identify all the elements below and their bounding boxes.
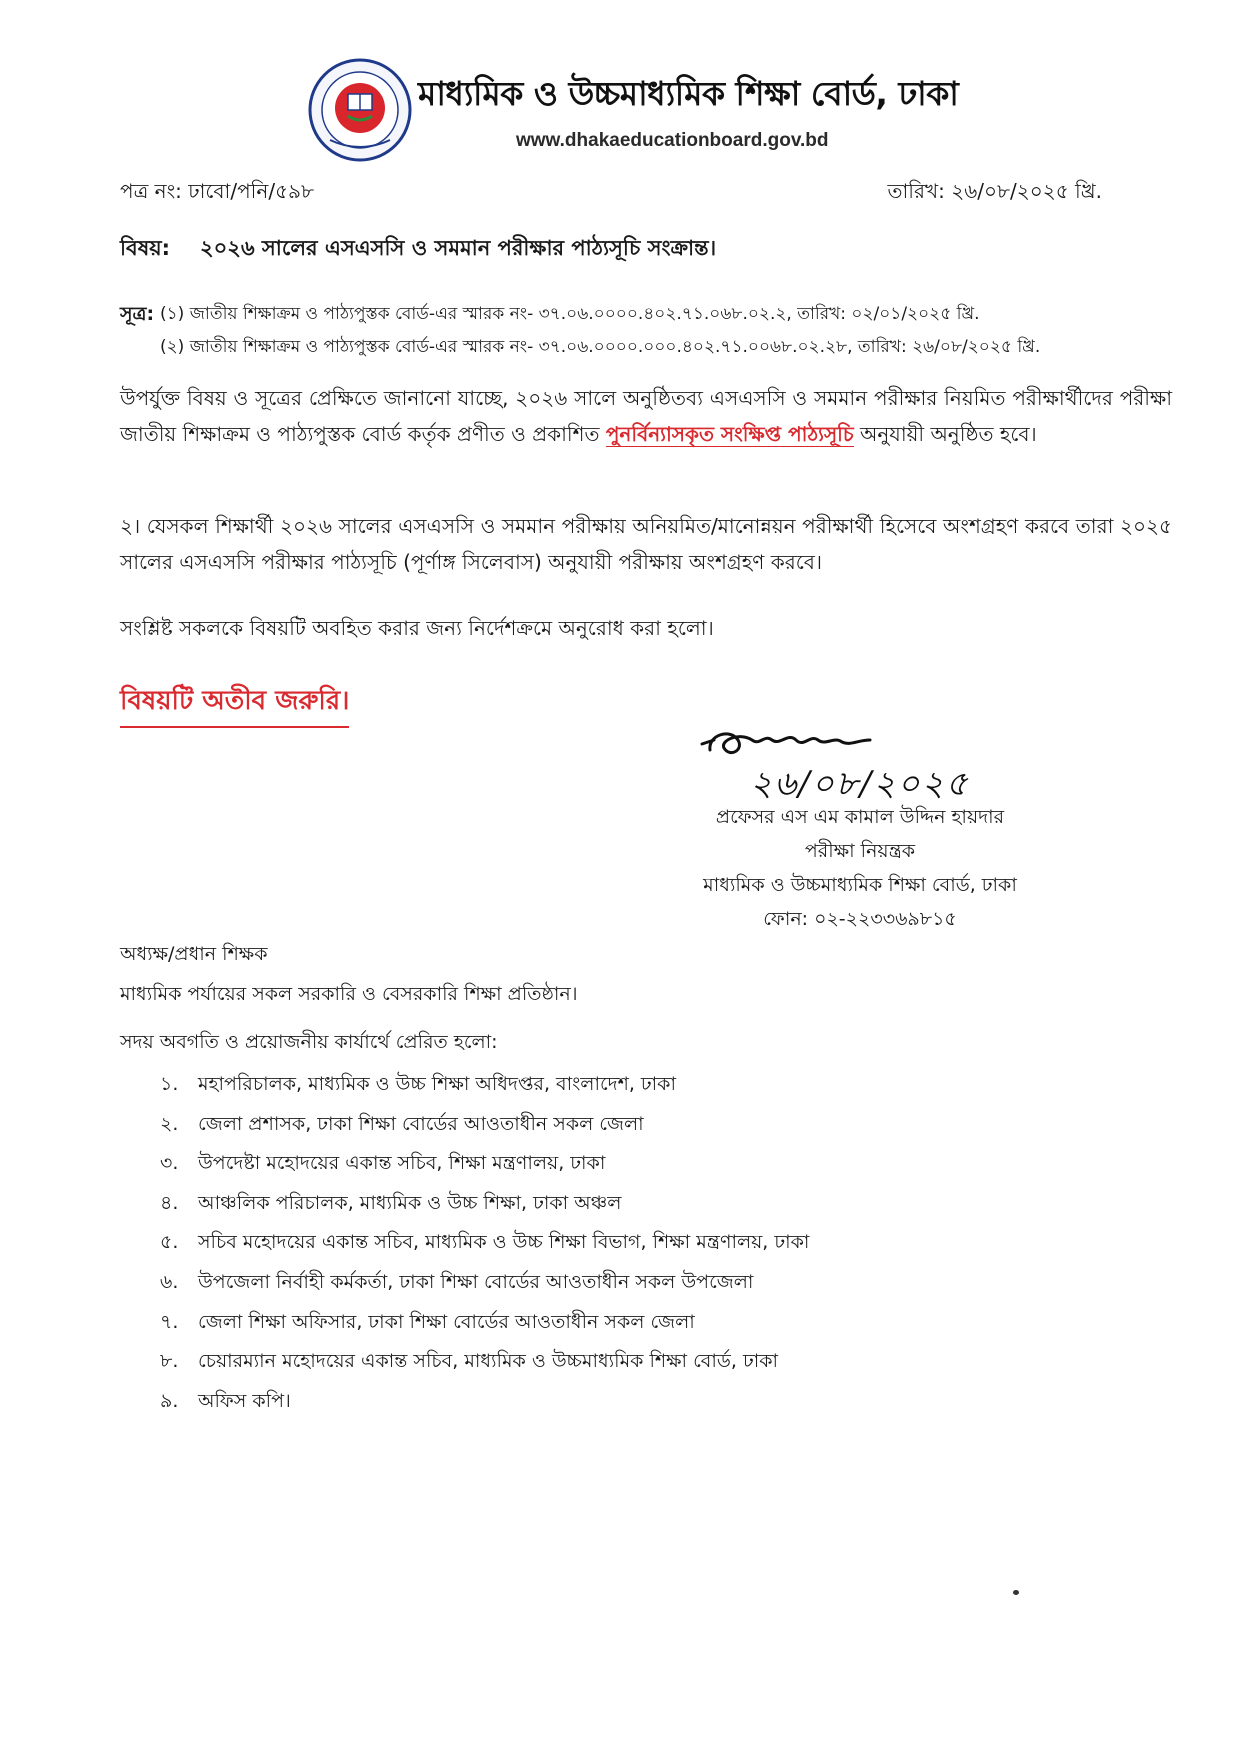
recipient-line-2: মাধ্যমিক পর্যায়ের সকল সরকারি ও বেসরকারি শিক্ষা প্রতিষ্ঠান। [120,983,578,1005]
list-item [160,1303,809,1343]
list-item-number: ৮. [160,1350,179,1373]
signatory-phone: ফোন: ০২-২২৩৩৬৯৮১৫ [763,908,957,930]
p1-text-end: অনুযায়ী অনুষ্ঠিত হবে। [853,422,1037,446]
list-item [160,1342,809,1382]
list-item-number: ১. [160,1073,179,1095]
signature-block [640,800,1080,936]
list-item-number: ৪. [160,1191,179,1214]
recipient-line-1: অধ্যক্ষ/প্রধান শিক্ষক [120,943,268,965]
list-item-text: সচিব মহোদয়ের একান্ত সচিব, মাধ্যমিক ও উচ্চ শিক্ষা বিভাগ, শিক্ষা মন্ত্রণালয়, ঢাকা [198,1231,810,1254]
urgent-notice: বিষয়টি অতীব জরুরি। [120,680,349,728]
body-paragraph-2: ২। যেসকল শিক্ষার্থী ২০২৬ সালের এসএসসি ও সমমান পরীক্ষায় অনিয়মিত/মানোন্নয়ন পরীক্ষার্থী হিসেবে অংশগ্রহণ করবে তারা ২০২৫ সালের এসএসসি পরীক্ষার পাঠ্যসূচি (পূর্ণাঙ্গ সিলেবাস) অনুযায়ী পরীক্ষায় অংশগ্রহণ করবে। [120,514,1172,574]
list-item-number: ৯. [160,1389,179,1412]
list-item-text: উপদেষ্টা মহোদয়ের একান্ত সচিব, শিক্ষা মন্ত্রণালয়, ঢাকা [198,1152,606,1175]
list-item [160,1382,809,1422]
list-item [160,1184,809,1224]
list-item-text: অফিস কপি। [198,1389,291,1412]
list-item-text: জেলা শিক্ষা অফিসার, ঢাকা শিক্ষা বোর্ডের আওতাধীন সকল জেলা [198,1310,695,1333]
subject-text: ২০২৬ সালের এসএসসি ও সমমান পরীক্ষার পাঠ্যসূচি সংক্রান্ত। [200,236,717,260]
list-item-number: ৩. [160,1152,179,1175]
list-item-text: মহাপরিচালক, মাধ্যমিক ও উচ্চ শিক্ষা অধিদপ্তর, বাংলাদেশ, ঢাকা [198,1073,676,1095]
list-item-text: উপজেলা নির্বাহী কর্মকর্তা, ঢাকা শিক্ষা বোর্ডের আওতাধীন সকল উপজেলা [198,1270,754,1293]
recipient-block [120,934,578,1014]
signatory-designation: পরীক্ষা নিয়ন্ত্রক [804,840,916,862]
reference-item-2: (২) জাতীয় শিক্ষাক্রম ও পাঠ্যপুস্তক বোর্ড-এর স্মারক নং- ৩৭.০৬.০০০০.০০০.৪০২.৭১.০০৬৮.০২.২৮, তারিখ: ২৬/০৮/২০২৫ খ্রি. [160,337,1041,357]
list-item-text: জেলা প্রশাসক, ঢাকা শিক্ষা বোর্ডের আওতাধীন সকল জেলা [198,1112,644,1135]
signatory-name: প্রফেসর এস এম কামাল উদ্দিন হায়দার [715,806,1005,828]
list-item-number: ৬. [160,1270,179,1293]
list-item-number: ২. [160,1112,179,1135]
board-seal-icon [308,58,412,162]
list-item [160,1223,809,1263]
cc-title: সদয় অবগতি ও প্রয়োজনীয় কার্যার্থে প্রেরিত হলো: [120,1031,498,1053]
signatory-office: মাধ্যমিক ও উচ্চমাধ্যমিক শিক্ষা বোর্ড, ঢাকা [703,874,1017,896]
board-website: www.dhakaeducationboard.gov.bd [516,130,829,151]
subject-label: বিষয়: [120,236,171,260]
body-paragraph-3: সংশ্লিষ্ট সকলকে বিষয়টি অবহিত করার জন্য নির্দেশক্রমে অনুরোধ করা হলো। [120,616,714,640]
subject-line [120,232,716,267]
list-item [160,1263,809,1303]
p1-text-start: উপর্যুক্ত বিষয় ও সূত্রের প্রেক্ষিতে জানানো যাচ্ছে, ২০২৬ সালে অনুষ্ঠিতব্য এসএসসি ও সমমান পরীক্ষার নিয়মিত পরীক্ষার্থীদের পরীক্ষা জাতীয় শিক্ষাক্রম ও পাঠ্যপুস্তক বোর্ড কর্তৃক প্রণীত ও প্রকাশিত [120,386,1172,446]
reference-item-1: (১) জাতীয় শিক্ষাক্রম ও পাঠ্যপুস্তক বোর্ড-এর স্মারক নং- ৩৭.০৬.০০০০.৪০২.৭১.০৬৮.০২.২, তারিখ: ০২/০১/২০২৫ খ্রি. [160,304,980,324]
list-item-number: ৭. [160,1310,179,1333]
list-item-text: চেয়ারম্যান মহোদয়ের একান্ত সচিব, মাধ্যমিক ও উচ্চমাধ্যমিক শিক্ষা বোর্ড, ঢাকা [198,1350,779,1373]
list-item [160,1065,809,1105]
handwritten-date: ২৬/০৮/২০২৫ [750,764,970,804]
memo-number: পত্র নং: ঢাবো/পনি/৫৯৮ [120,179,314,203]
letter-date: তারিখ: ২৬/০৮/২০২৫ খ্রি. [887,179,1102,203]
list-item-text: আঞ্চলিক পরিচালক, মাধ্যমিক ও উচ্চ শিক্ষা, ঢাকা অঞ্চল [198,1191,622,1214]
list-item [160,1144,809,1184]
syllabus-highlight: পুনর্বিন্যাসকৃত সংক্ষিপ্ত পাঠ্যসূচি [605,422,854,446]
board-name: মাধ্যমিক ও উচ্চমাধ্যমিক শিক্ষা বোর্ড, ঢাকা [418,74,959,113]
scan-speck [1013,1590,1019,1595]
body-paragraph-1 [120,380,1172,452]
reference-label: সূত্র: [120,303,155,325]
list-item [160,1105,809,1145]
cc-list [160,1065,809,1421]
list-item-number: ৫. [160,1231,179,1254]
